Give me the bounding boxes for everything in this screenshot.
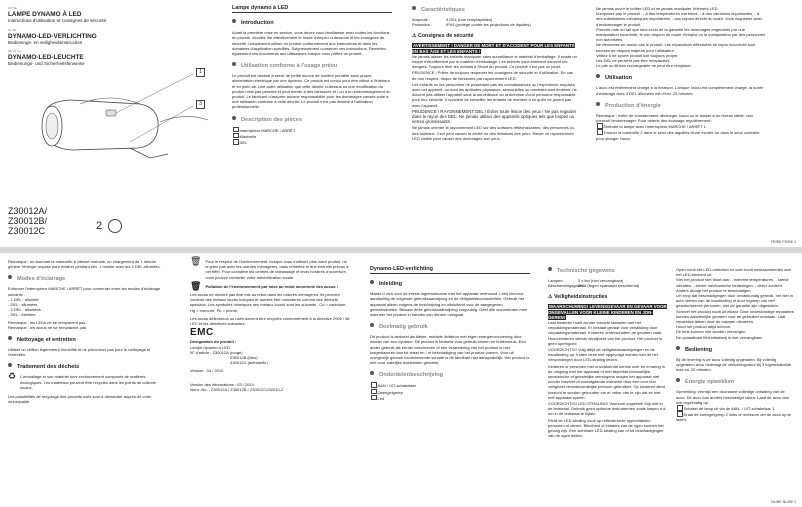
subtitle-fr: Instructions d'utilisation et consignes de sécurité: [8, 18, 107, 24]
fr-intro-text: Avant la première mise en service, vous devez vous familiariser avec toutes les fonctions du produit. Veuillez lire attentivement le mode d'emploi ci-dessous et les consignes de sécurité. Uniquement utiliser un produit conformément aux instructions et dans les domaines d'application spécifiés. Soigneusement conserver ces instructions. Remettez également ces documents aux utilisateurs lorsque vous prêtez ce produit.: [232, 30, 390, 57]
fr-column-safety: [412, 6, 577, 141]
fr-part-2: Manivelle: [232, 133, 392, 139]
nl-bullet-6: De leds kunnen niet worden vervangen.: [676, 329, 747, 335]
fr-parts-title: Description des pièces: [232, 116, 392, 124]
nl-column-intro: [370, 267, 530, 401]
fr-mode-3: - 3 DEL : allumées: [8, 307, 41, 313]
nl-spec-row-1: Lampen: 3 x led (niet vervangbaar): [548, 278, 624, 283]
fr-bullet-7: Le pile ou lithium rechargeable ne peut être remplacé.: [596, 63, 692, 69]
fr-designation-4: Z30012C (anthracite): [230, 360, 268, 366]
nl-bullet-7: De oplaadbare lithiumbatterij is niet vervangbaar.: [676, 334, 763, 340]
nl-warning: WAARSCHUWING! LEVENSGEVAAR EN GEVAAR VOOR ONGEVALLEN VOOR KLEINE KINDEREN EN JON-GEREN!: [548, 304, 667, 320]
fr-part-1: Interrupteur MARCHE / ARRÊT: [232, 127, 392, 133]
nl-safety-title: ⚠ Veiligheidsinstructies: [548, 294, 608, 301]
nl-safety-text-3: Richt de LED-straling nooit op reflecterende oppervlakken, personen of dieren. Blindheid of irritaties van de ogen kunnen het gevolg zijn. Een zichtbare LED-straling kan of tot beschadigingen van de ogen leiden.: [548, 417, 664, 439]
fr-designation-2: N° d'article : Z30012A (rouge): [190, 349, 243, 355]
nl-gen-step-2: Draai de zwengelgreep 2 links of rechtsom om de accu op te laden.: [676, 412, 791, 423]
fr-mode-1: - 1 DEL : allumée: [8, 296, 39, 302]
fr-acc-text-2: Les accus défectueux ou usés doivent être recyclés conformément à la directive 2006 / 66 / EC et les directives suivantes.: [190, 315, 350, 327]
fr-bullet-4: Ne démontez en aucun cas le produit. Les réparations effectuées de façon incorrecte sont sources de risques majeurs pour l'utilisateur.: [596, 42, 756, 53]
subtitle-de: Bedienungs- und Sicherheitshinweise: [8, 61, 85, 67]
nl-bullet-2: Stel het product niet bloot aan: - extreme temperaturen, - sterke vibraties, - sterke mechanische belastingen, - direct zonlicht. Anders droogt het product te beschadigen.: [676, 277, 789, 293]
fr-version: Version : 04 / 2010: [190, 368, 224, 374]
fr-designation-1: Lampe dynamo à LED: [190, 344, 230, 350]
fr-column-modes: [8, 259, 168, 404]
nl-spec-row-2: Beschermingsgraad:IP44 (tegen spatwater beschermd): [548, 283, 640, 289]
nl-voorzichtig: VOORZICHTIG! Volg altijd de veiligheidsaanwijzingen en de handleiding op. Indien deze niet opgevolgd worden kan dit het verwondingen door LED-straling leiden.: [548, 347, 658, 363]
crossed-bin-icon: 🗑: [190, 256, 202, 266]
nl-heading: Dynamo-LED-verlichting: [370, 267, 530, 274]
page2-footer: NL/BE NL/BE 1: [771, 500, 796, 504]
fr-bullet-5: Veillez à ne sporte produit soit toujours propre.: [596, 52, 679, 58]
fr-designation-3: Z30012B (bleu): [230, 355, 258, 361]
figure-number: 2: [96, 220, 103, 232]
nl-part-3: Led: [370, 395, 530, 401]
emc-logo: EMC: [190, 327, 214, 339]
fr-safety-title: ⚠ Consignes de sécurité: [412, 33, 474, 40]
fr-prod-text: Remarque : éviter de constamment décharger l'accu ou le laisser à un niveau faible, ceci pourrait l'endommager. Pour obtenir des éclairage régulièrement :: [596, 112, 754, 124]
fr-spec-row-2: Protection : IP44 (protégé contre les projections de liquides): [412, 22, 531, 28]
fr-info-2: Ident.-No. : Z30012A / Z30012B / Z30012C032010-2: [190, 386, 284, 392]
fr-util-text: L'accu est entièrement chargé à la livraison. Lorsque l'accu est complètement chargé, la durée d'éclairage avec 3 DEL allumées est d'env. 25 minutes.: [596, 85, 764, 96]
lang-marks-de: DE AT CH: [8, 49, 22, 54]
nl-bed-text: Bij de levering is de accu volledig opgeladen. Bij volledig opgeladen accu bedraagt de verlichtingsduur bij 3 ingeschakelde leds ca. 20 minuten.: [676, 356, 791, 373]
model-b: Z30012B/: [8, 216, 48, 226]
fr-modes-title: Modes d'éclairage: [8, 275, 168, 283]
nl-safety-text-2: Kinderen of personen met onvoldoende kennis over en ervaring in de omgang met het apparaat of met beperkte lichamelijke, sensorische of geestelijke vermogens mogen het apparaat niet zonder toezicht of voorafgaande instructie door een voor hun veiligheid verantwoordelijke persoon gebruiken. Op kinderen dient toezicht te worden gehouden om er zeker van te zijn dat ze niet met apparaat spelen.: [548, 363, 665, 400]
warning-triangle-icon-nl: ⚠: [548, 294, 553, 301]
nl-use-title: Doelmatig gebruik: [370, 323, 530, 331]
nl-gen-title: Energie opwekken: [676, 378, 794, 386]
lang-marks-nl: NL BE: [8, 27, 17, 32]
nl-part-2: Zwengelgreep: [370, 389, 530, 395]
fr-info-1: Version des informations : 03 / 2010: [190, 381, 254, 387]
nl-bullet-4: Schroef het product nooit uit elkaar. Door ondeskundige reparaties kunnen aanzienlijke gevaren voor de gebruiker ontstaan. Laat reparaties alleen door de vakman uitvoeren.: [676, 308, 794, 325]
fr-modes-text: Enfoncer l'interrupteur MARCHE / ARRÊT pour commuter entre les modes d'éclairage suivants :: [8, 286, 161, 297]
fr-column-usage: [596, 6, 766, 141]
fr-note-2: Remarque : les accus ne se remplacent pas.: [8, 324, 88, 330]
fr-use-title: Utilisation conforme à l'usage prévu: [232, 62, 392, 70]
nl-column-safety: [548, 267, 668, 438]
fr-safety-text-1: Ne jamais laisser les enfants manipuler sans surveillance le matériel d'emballage. Il existe un risque d'étouffement par le matériel d'emballage. Les enfants sous-estiment souvent les dangers. Toujours tenir les enfants à l'écart du produit. Ce produit n'est pas un jouet.: [412, 53, 577, 70]
manual-page-dutch: [0, 253, 802, 507]
callout-3: 3: [196, 100, 205, 109]
nl-bullet-5: Houd het product altijd schoon.: [676, 324, 732, 330]
subtitle-nl: Bedienings- en veiligheidsinstructies: [8, 39, 83, 45]
nl-column-usage: [676, 267, 794, 423]
fr-note-1: Remarque : les LEDs ne se remplacent pas.: [8, 319, 87, 325]
fr-bullet-6: Les DEL ne peuvent pas être remplacées.: [596, 58, 671, 64]
fr-prudence: PRUDENCE ! Prière de toujours respecter les consignes de sécurité et d'utilisation. En cas de non respect, risque de blessures par rayonnement LED.: [412, 70, 573, 81]
fr-clean-title: Nettoyage et entretien: [8, 336, 168, 344]
fr-clean-text: Utiliser un chiffon légèrement humidifié et ne pelucheux pas pour le nettoyage et l'entretien.: [8, 347, 151, 358]
nl-bullet-3: Let erop dat beschadigingen door onvakkundig gebruik, het niet in acht nemen van de handleiding of door ingreep van niet geautoriseerde personen, niet de garantie zijn uitgesloten.: [676, 293, 793, 309]
nl-parts-title: Onderdelenbeschrijving: [370, 371, 530, 379]
fr-intro-title: Introduction: [232, 19, 392, 27]
nl-intro-text: Maakt U zich voor de eerste ingebruikname met het apparaat vertrouwd. Lees hiervoor aandachtig de volgende gebruiksaanwijzing en de veiligheidsvoorschriften. Gebruik het apparaat alleen volgens de beschrijving en uitsluitend voor de aangegeven gebruiksdoelen. Bewaar deze gebruiksaanwijzing zorgvuldig. Geef alle documenten mee wanneer het product in handen van derden overgaat.: [370, 291, 528, 318]
fr-waste-text: ♻ L'emballage et son matériel sont exclusivement composés de matières écologiques. Les matériaux peuvent être recyclés dans les points de collecte locaux.: [8, 371, 156, 390]
fr-led-warning: PRUDENCE ! RAYONNEMENT DEL ! Éviter toute lésion des yeux ! Ne pas regarder dans le rayon des DEL. Ne jamais utiliser des appareils optiques tels que loupes ou verres grossissants.: [412, 108, 577, 125]
recycle-icon: ♻: [8, 371, 17, 382]
model-a: Z30012A/: [8, 206, 48, 216]
callout-1: 1: [196, 68, 205, 77]
fr-charge-note: Remarque : en tournant la manivelle à vitesse normale, un chargement de 1 minute génère l'énergie requise pour éclairer pendant env. 1 minute avec les 3 DEL allumées.: [8, 259, 161, 270]
fr-util-title: Utilisation: [596, 74, 766, 82]
fr-column-disposal: [190, 256, 350, 392]
fr-prod-step-1: Éteindre la lampe avec l'interrupteur MARCHE / ARRÊT 1.: [596, 123, 766, 129]
fr-prod-step-2: Tourner la manivelle 2 dans le sens des aiguilles d'une montre ou dans le sens contraire pour charger l'accu.: [596, 130, 760, 141]
fr-designation-title: Désignation du produit :: [190, 339, 237, 345]
fr-waste-note: Les possibilités de recyclage des produits usés sont à demander auprès de votre municipalité.: [8, 394, 152, 405]
fr-bullet-1: Ne jamais ouvrir le boîtier LED et ne jamais manipuler l'élément LED.: [596, 6, 719, 11]
fr-env-text: 🗑 Pour le respect de l'environnement, lorsque vous n'utilisez plus votre produit, ne le jetez pas avec les ordures ménagères, mais remettez-le aux endroits prévus à cet effet. Pour connaître les centres de ramassage et leurs horaires d'ouverture, vous pouvez contacter votre administration locale.: [190, 256, 349, 280]
fr-spec-title: Caractéristiques: [412, 6, 577, 14]
nl-bed-title: Bediening: [676, 346, 794, 354]
fr-safety-text-2: Les enfants ou les personnes ne possédant pas les connaissances ou l'expérience requises avec cet appareil, ou dont les aptitudes physiques, sensorielles ou mentales sont limitées, ne doivent pas utiliser l'appareil sans la surveillance ou la direction d'une personne responsable pour leur sécurité. Il convient de surveiller les enfants de manière à ce qu'ils ne jouent pas avec l'appareil.: [412, 81, 577, 108]
dynamo-lamp-illustration: [10, 62, 215, 182]
nl-led-warning: VOORZICHTIG! LED-STRALING! Voorkom oogletsel! Kijk niet in de ledstraal. Gebruik geen optische instrumenten zoals loepen e.d. om in de ledstraal te kijken.: [548, 401, 667, 417]
title-fr: LAMPE DYNAMO À LED: [8, 11, 82, 19]
lang-marks-fr: FR BE: [8, 6, 17, 10]
nl-gen-text: Opmerking: vermijd een duurzame volledige ontlading van de accu. De accu kan anders beschadigd raken. Laad de accu dan ook regelmatig op.: [676, 389, 789, 405]
manual-page-french: [0, 0, 802, 247]
nl-use-text: Dit product is bedoeld als kleine, mobiele lichtbron met eigen energievoorziening door middel van een dynamo. Dit product is bedoeld voor gebruik binnen en buitenshuis. Een ander gebruik als eerder beschreven of een verandering van het product is niet toegestaan en kan tot letsel en / of beschadiging van het product voeren. Voor uit oneigenlijk gebruik voortvloeiende schade is de fabrikant niet aansprakelijk. Het product is niet voor zakelijke doeleinden geschikt.: [370, 334, 530, 366]
figure-circle: [108, 219, 122, 233]
fr-warning: AVERTISSEMENT ! DANGER DE MORT ET D'ACCIDENT POUR LES ENFANTS EN BAS ÂGE ET LES ENFANTS !: [412, 43, 575, 54]
fr-use-text: Le produit est destiné à servir de petite source de lumière portable sans propre alimentation électrique par une dynamo. Ce produit est conçu pour être utilisé à l'intérieur et en plein air. Une autre utilisation que celle décrite ci-dessus ou une modification du produit n'est pas permise et peut mener à des blessures et / ou à un endommagement du produit. Le fabricant n'assume aucune responsabilité pour les dommages causés suite à une utilisation contraire à celle décrite. Le produit n'est pas destiné à l'utilisation professionnelle.: [232, 73, 391, 110]
fr-mode-2: - DEL : allumées: [8, 302, 38, 308]
title-nl: DYNAMO-LED-VERLICHTING: [8, 32, 97, 40]
cover-column: [8, 6, 188, 67]
battery-bin-icon: 🗑: [190, 280, 202, 291]
fr-bullet-2: N'exposez pas le produit : - à des températures extrêmes, - à des vibrations importantes, - à des sollicitations mécaniques importantes, - aux rayons directs du soleil. Vous risqueriez ainsi d'endommager le produit.: [596, 11, 762, 27]
nl-bullet-1: Open nooit het LED-omhulsel en voer nooit werkzaamheden aan het LED-element uit.: [676, 267, 791, 278]
title-de: DYNAMO-LED-LEUCHTE: [8, 54, 84, 62]
nl-gen-step-1: Schakel de lamp uit via de AAN- / UIT-schakelaar 1.: [676, 405, 794, 411]
fr-waste-title: Traitement des déchets: [8, 363, 168, 371]
fr-prod-title: Production d'énergie: [596, 102, 766, 110]
fr-column-intro: [232, 6, 392, 145]
fr-mode-4: - DEL : éteintes: [8, 312, 36, 318]
page1-footer: FR/BE FR/BE 1: [770, 240, 796, 244]
nl-intro-title: Inleiding: [370, 280, 530, 288]
warning-triangle-icon: ⚠: [412, 33, 417, 40]
nl-safety-text-1: Laat kinderen nooit zonder toezicht lastanen met het verpakkingsmateriaal. Er bestaat gevaar voor verstikking door verpakkingsmateriaal. Kinderen onderschatten de gevaren vaak. Houd kinderen steeds verwijderd van het product. Het product is geen speelgoed.: [548, 320, 663, 346]
nl-spec-title: Technische gegevens: [548, 267, 668, 275]
fr-part-3: DEL: [232, 139, 392, 145]
fr-bullet-3: Prendre note du fait que seul exclu de la garantie les dommages engendrés par une manipulation incorrecte, le non respect du mode d'emploi ou la manipulation par des personnes non autorisées.: [596, 26, 766, 43]
nl-part-1: AAN / UIT-schakelaar: [370, 382, 530, 388]
fr-pollution: 🗑 Pollution de l'environnement par mise au rebut incorrecte des accus !: [190, 280, 338, 291]
model-c: Z30012C: [8, 226, 46, 236]
model-numbers: [8, 206, 47, 236]
fr-spec-row-1: Ampoule : 3 DEL (non remplaçables): [412, 17, 493, 22]
fr-acc-text-1: Les accus ne doivent pas être mis au rebut dans les ordures ménagères. Ils peuvent contenir des métaux lourds toxiques et doivent être considérés comme des déchets spéciaux. Les symboles chimiques des métaux lourds sont les suivants : Cd = cadmium, Hg = mercure, Pb = plomb.: [190, 292, 347, 313]
fr-heading: Lampe dynamo à LED: [232, 6, 392, 13]
fr-safety-text-3: Ne jamais orienter le rayonnement LED sur des surfaces réfléchissantes, des personnes ou des animaux. Ceci peut causer la cécité ou des irritations des yeux. Mener ce rayonnement LED visible peut causer des dommages aux yeux.: [412, 125, 575, 141]
